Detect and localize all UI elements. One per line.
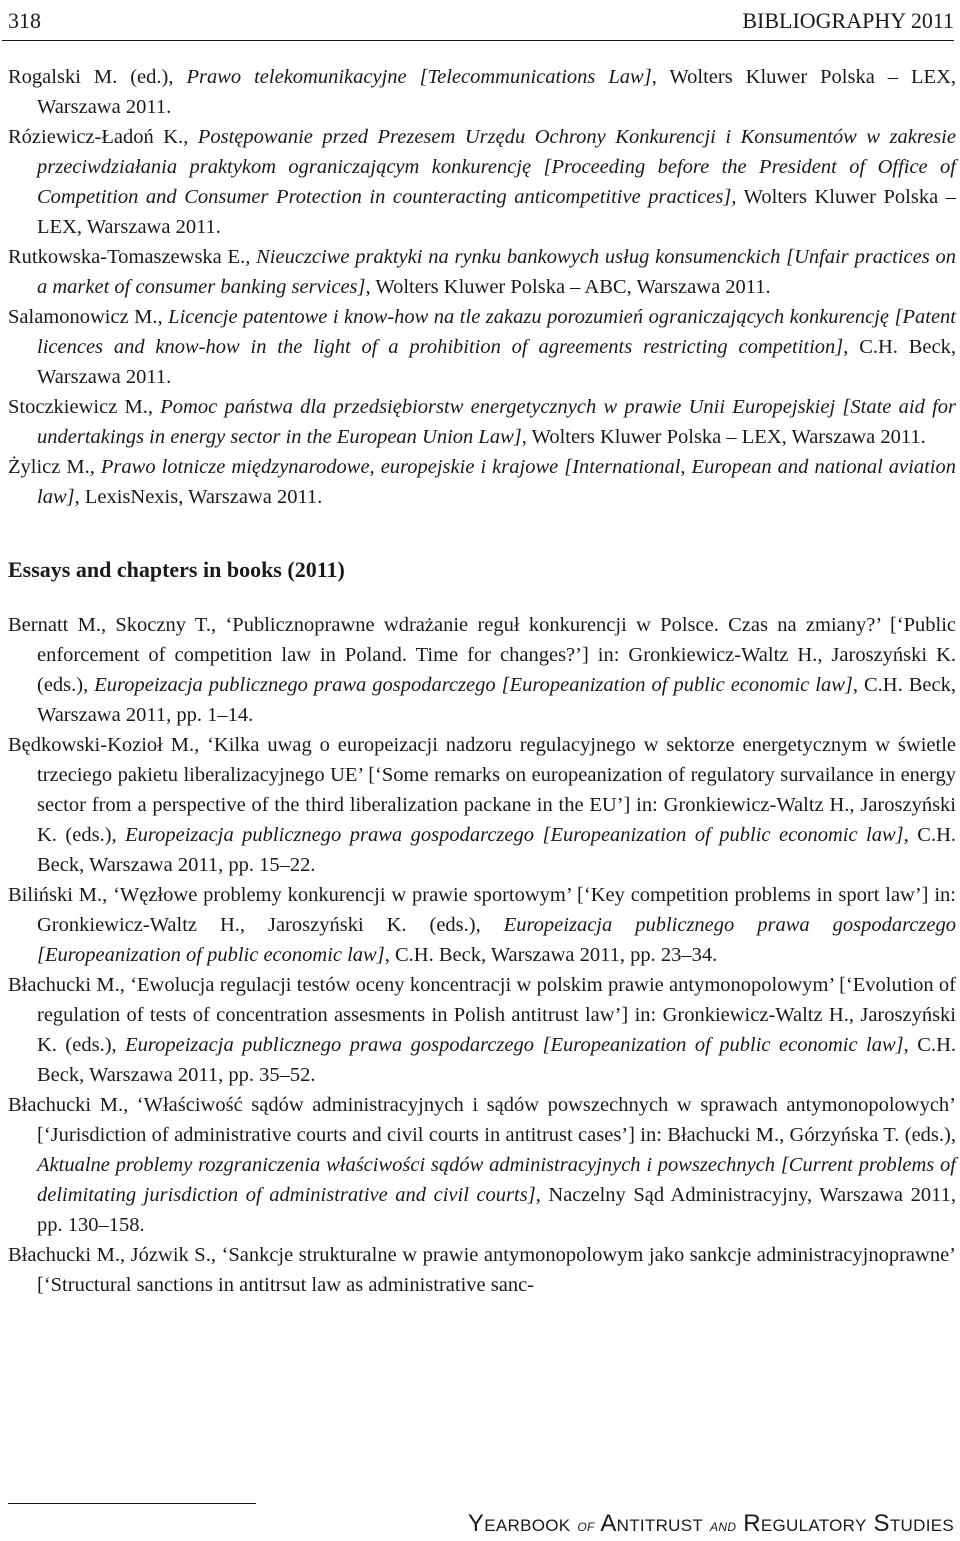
essay-book-title: Aktualne problemy rozgraniczenia właściwości sądów administracyjnych i powszechnych [Current problems of delimitating jurisdiction of administrative and civil courts] [37, 1154, 956, 1206]
essay-publisher: , C.H. Beck, Warszawa 2011, pp. 15–22. [37, 824, 956, 876]
entry-publisher: , Wolters Kluwer Polska – LEX, Warszawa 2011. [37, 186, 956, 238]
essay-book-title: Europeizacja publicznego prawa gospodarczego [Europeanization of public economic law] [125, 824, 904, 846]
essay-publisher: , C.H. Beck, Warszawa 2011, pp. 35–52. [37, 1034, 956, 1086]
essay-citation: Błachucki M., ‘Ewolucja regulacji testów oceny koncentracji w polskim prawie antymonopolowym’ [‘Evolution of regulation of tests of concentration assesments in Polish antitrust law’] in: Gronkiewicz-Waltz H., Jaroszyński K. (eds.), [8, 974, 956, 1056]
entry-publisher: , C.H. Beck, Warszawa 2011. [37, 336, 956, 388]
book-entry [8, 62, 956, 122]
essay-citation: Błachucki M., ‘Właściwość sądów administracyjnych i sądów powszechnych w sprawach antymonopolowych’ [‘Jurisdiction of administrative courts and civil courts in antitrust cases’] in: Błachucki M., Górzyńska T. (eds.), [8, 1094, 956, 1146]
essay-entry [8, 1090, 956, 1240]
essay-entry [8, 880, 956, 970]
book-entry [8, 122, 956, 242]
entry-title: , Pomoc państwa dla przedsiębiorstw energetycznych w prawie Unii Europejskiej [State aid for undertakings in energy sector in the European Union Law] [37, 396, 957, 448]
essay-entry [8, 1240, 956, 1300]
essay-publisher: , C.H. Beck, Warszawa 2011, pp. 23–34. [384, 944, 718, 966]
entry-title: , Nieuczciwe praktyki na rynku bankowych usług konsumenckich [Unfair practices on a market of consumer banking services] [37, 246, 956, 298]
running-title: BIBLIOGRAPHY 2011 [742, 8, 954, 33]
entry-title: , Postępowanie przed Prezesem Urzędu Ochrony Konkurencji i Konsumentów w zakresie przeciwdziałania praktykom ograniczającym konkurencję [Proceeding before the President of Office of Competition and Consumer Protection in counteracting anticompetitive practices] [37, 126, 956, 208]
page-number: 318 [8, 8, 41, 33]
footer-word-of: of [577, 1516, 595, 1535]
essay-book-title: Europeizacja publicznego prawa gospodarczego [Europeanization of public economic law] [94, 674, 853, 696]
footer-word-antitrust: Antitrust [600, 1510, 704, 1537]
entry-author: Salamonowicz M. [8, 306, 158, 328]
book-entry [8, 392, 956, 452]
essay-entry [8, 610, 956, 730]
essay-publisher: , C.H. Beck, Warszawa 2011, pp. 1–14. [37, 674, 956, 726]
entry-publisher: , Wolters Kluwer Polska – LEX, Warszawa 2011. [37, 66, 956, 118]
essay-citation: Bernatt M., Skoczny T., ‘Publicznoprawne wdrażanie reguł konkurencji w Polsce. Czas na zmiany?’ [‘Public enforcement of competition law in Poland. Time for changes?’] in: Gronkiewicz-Waltz H., Jaroszyński K. (eds.), [8, 614, 956, 696]
journal-footer [468, 1510, 954, 1538]
entry-title: , Licencje patentowe i know-how na tle zakazu porozumień ograniczających konkurencję [Patent licences and know-how in the light of a prohibition of agreements restricting competition] [37, 306, 956, 358]
essay-book-title: Europeizacja publicznego prawa gospodarczego [Europeanization of public economic law] [125, 1034, 904, 1056]
book-entry [8, 302, 956, 392]
book-entry [8, 452, 956, 512]
footer-word-regulatory-studies: Regulatory Studies [743, 1510, 954, 1537]
entry-author: Rogalski M. (ed.), [8, 66, 187, 88]
essay-book-title: Europeizacja publicznego prawa gospodarczego [Europeanization of public economic law] [37, 914, 956, 966]
footer-word-yearbook: Yearbook [467, 1510, 571, 1537]
essay-citation: Będkowski-Kozioł M., ‘Kilka uwag o europeizacji nadzoru regulacyjnego w sektorze energetycznym w świetle trzeciego pakietu liberalizacyjnego UE’ [‘Some remarks on europeanization of regulatory survailance in energy sector from a perspective of the third liberalization packane in the EU’] in: Gronkiewicz-Waltz H., Jaroszyński K. (eds.), [8, 734, 956, 846]
essay-publisher: , Naczelny Sąd Administracyjny, Warszawa 2011, pp. 130–158. [37, 1184, 956, 1236]
book-entry [8, 242, 956, 302]
entry-author: Róziewicz-Ładoń K. [8, 126, 184, 148]
running-header [8, 0, 954, 34]
essay-entry [8, 730, 956, 880]
bibliography-body [8, 62, 956, 1300]
header-rule [2, 40, 954, 41]
footer-word-and: and [710, 1516, 737, 1535]
essay-citation: Błachucki M., Józwik S., ‘Sankcje strukturalne w prawie antymonopolowym jako sankcje administracyjnoprawne’ [‘Structural sanctions in antitrsut law as administrative sanc- [8, 1244, 956, 1296]
essay-entry [8, 970, 956, 1090]
footer-rule [8, 1503, 256, 1504]
entry-publisher: , Wolters Kluwer Polska – ABC, Warszawa 2011. [365, 276, 771, 298]
entry-author: Żylicz M. [8, 456, 90, 478]
entry-author: Rutkowska-Tomaszewska E. [8, 246, 246, 268]
essay-citation: Biliński M., ‘Węzłowe problemy konkurencji w prawie sportowym’ [‘Key competition problems in sport law’] in: Gronkiewicz-Waltz H., Jaroszyński K. (eds.), [8, 884, 956, 936]
entry-publisher: , Wolters Kluwer Polska – LEX, Warszawa 2011. [521, 426, 926, 448]
entry-title: , Prawo lotnicze międzynarodowe, europejskie i krajowe [International, European and national aviation law] [37, 456, 956, 508]
entry-publisher: , LexisNexis, Warszawa 2011. [74, 486, 323, 508]
entry-title: Prawo telekomunikacyjne [Telecommunications Law] [186, 66, 652, 88]
entry-author: Stoczkiewicz M. [8, 396, 148, 418]
section-heading: Essays and chapters in books (2011) [8, 557, 345, 582]
